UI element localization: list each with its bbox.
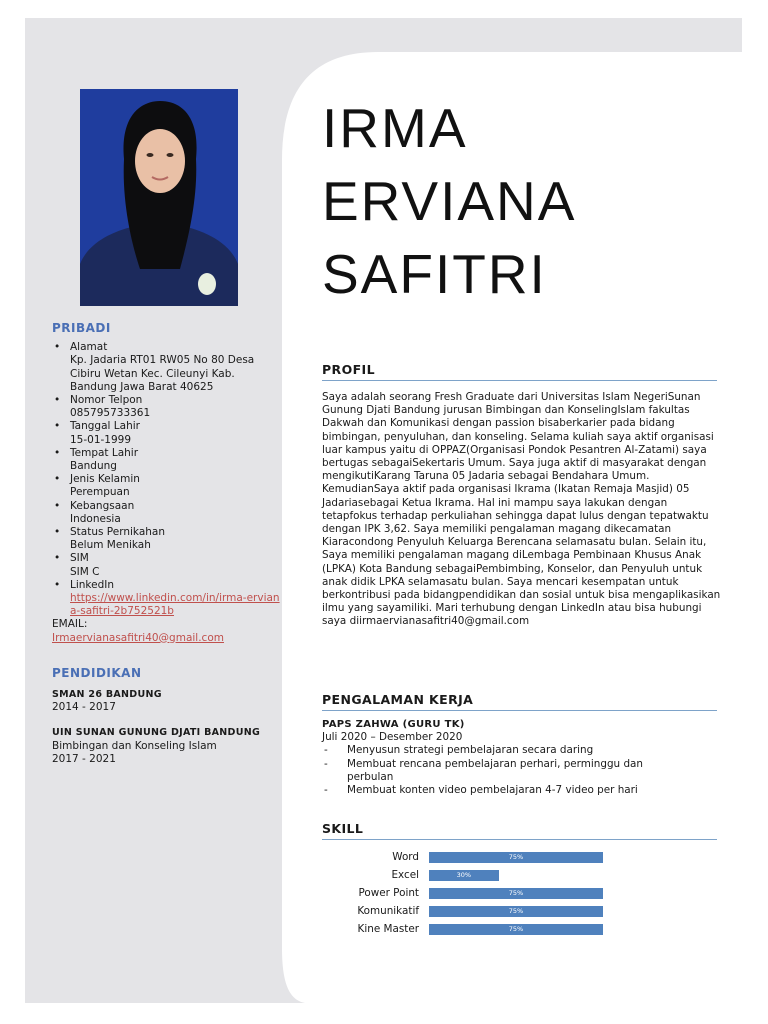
skill-percent: 75% <box>508 907 524 915</box>
skill-bar <box>429 906 603 917</box>
skill-heading: SKILL <box>322 821 717 840</box>
sidebar <box>52 322 282 766</box>
linkedin-link[interactable]: https://www.linkedin.com/in/irma-erviana-safitri-2b752521b <box>70 592 280 618</box>
education-years: 2014 - 2017 <box>52 701 116 714</box>
skill-label: Komunikatif <box>357 905 419 917</box>
education-school: SMAN 26 BANDUNG <box>52 689 162 701</box>
education-entry <box>52 726 282 766</box>
birthplace-value: Bandung <box>70 460 117 473</box>
education-school: UIN SUNAN GUNUNG DJATI BANDUNG <box>52 727 261 739</box>
skill-percent: 30% <box>456 871 472 879</box>
birthdate-value: 15-01-1999 <box>70 433 132 446</box>
skill-label: Kine Master <box>357 923 419 935</box>
gender-value: Perempuan <box>70 486 130 499</box>
job-task: - Menyusun strategi pembelajaran secara daring <box>322 744 722 757</box>
skill-label: Word <box>392 851 419 863</box>
job-title: PAPS ZAHWA (GURU TK) <box>322 719 465 730</box>
name-line: SAFITRI <box>322 243 547 305</box>
email-label: EMAIL: <box>52 618 88 631</box>
marital-status-value: Belum Menikah <box>70 539 151 552</box>
license-value: SIM C <box>70 565 100 578</box>
skill-percent: 75% <box>508 925 524 933</box>
name-line: IRMA <box>322 97 468 159</box>
person-name <box>322 92 576 311</box>
skill-row-excel <box>322 869 622 882</box>
skill-label: Excel <box>391 869 419 881</box>
nationality-value: Indonesia <box>70 512 121 525</box>
personal-item-address: • Alamat Kp. Jadaria RT01 RW05 No 80 Desa Cibiru Wetan Kec. Cileunyi Kab. Bandung Jawa Barat 40625 <box>52 341 282 394</box>
experience-heading: PENGALAMAN KERJA <box>322 692 717 711</box>
personal-item-phone: • Nomor Telpon 085795733361 <box>52 394 282 420</box>
skill-bar <box>429 924 603 935</box>
skill-label: Power Point <box>358 887 419 899</box>
pendidikan-heading: PENDIDIKAN <box>52 665 142 680</box>
skill-row-kinemaster <box>322 923 622 936</box>
skill-bar <box>429 852 603 863</box>
skill-row-word <box>322 851 622 864</box>
skill-row-komunikatif <box>322 905 622 918</box>
profil-text: Saya adalah seorang Fresh Graduate dari Universitas Islam NegeriSunan Gunung Djati Bandung jurusan Bimbingan dan KonselingIslam fakultas Dakwah dan Komunikasi dengan passion bisaberkarier pada bidang bimbingan, penyuluhan, dan konseling. Selama kuliah saya aktif organisasi luar kampus yaitu di OPPAZ(Organisasi Pondok Pesantren Al-Zatami) saya bertugas sebagaiSekertaris Umum. Saya juga aktif di masyarakat dengan mengikutiKarang Taruna 05 Jadaria sebagai Bendahara Umum. KemudianSaya aktif pada organisasi Ikrama (Ikatan Remaja Masjid) 05 Jadariasebagai Ketua Ikrama. Hal ini mampu saya lakukan dengan tetapfokus terhadap perkuliahan sehingga dapat lulus dengan tepatwaktu dengan IPK 3,62. Saya memiliki pengalaman magang dikecamatan Kiaracondong Penyuluh Keluarga Berencana selamasatu bulan. Selain itu, Saya memiliki pengalaman magang diLembaga Pembinaan Khusus Anak (LPKA) Kota Bandung sebagaiPembimbing, Konselor, dan Penyuluh untuk anak didik LPKA selamasatu bulan. Saya mencari kesempatan untuk berkontribusi pada bidangpendidikan dan sosial untuk bisa mengaplikasikan ilmu yang sayamiliki. Mari terhubung dengan LinkedIn atau bisa hubungi saya diirmaervianasafitri40@gmail.com <box>322 391 721 628</box>
skill-bar <box>429 870 499 881</box>
profile-photo <box>80 89 238 306</box>
education-major: Bimbingan dan Konseling Islam <box>52 739 217 752</box>
skill-percent: 75% <box>508 889 524 897</box>
job-task-list <box>322 744 722 797</box>
email-link[interactable]: Irmaervianasafitri40@gmail.com <box>52 631 224 644</box>
skill-bar <box>429 888 603 899</box>
personal-item-nationality: • Kebangsaan Indonesia <box>52 500 282 526</box>
address-value: Kp. Jadaria RT01 RW05 No 80 Desa Cibiru Wetan Kec. Cileunyi Kab. Bandung Jawa Barat 40625 <box>70 354 255 393</box>
skill-percent: 75% <box>508 853 524 861</box>
personal-item-license: • SIM SIM C <box>52 552 282 578</box>
name-line: ERVIANA <box>322 170 577 232</box>
job-task: - Membuat rencana pembelajaran perhari, perminggu dan perbulan <box>322 758 722 784</box>
personal-item-gender: • Jenis Kelamin Perempuan <box>52 473 282 499</box>
personal-item-linkedin: • LinkedIn https://www.linkedin.com/in/irma-erviana-safitri-2b752521b <box>52 579 282 619</box>
pribadi-heading: PRIBADI <box>52 321 111 335</box>
personal-info-list <box>52 341 282 618</box>
job-entry <box>322 718 722 797</box>
education-years: 2017 - 2021 <box>52 752 116 765</box>
education-entry <box>52 688 282 714</box>
job-period: Juli 2020 – Desember 2020 <box>322 731 463 744</box>
personal-item-birthplace: • Tempat Lahir Bandung <box>52 447 282 473</box>
job-task: - Membuat konten video pembelajaran 4-7 video per hari <box>322 784 722 797</box>
skill-row-powerpoint <box>322 887 622 900</box>
personal-item-marital-status: • Status Pernikahan Belum Menikah <box>52 526 282 552</box>
phone-value: 085795733361 <box>70 407 151 420</box>
profil-heading: PROFIL <box>322 362 717 381</box>
personal-item-birthdate: • Tanggal Lahir 15-01-1999 <box>52 420 282 446</box>
